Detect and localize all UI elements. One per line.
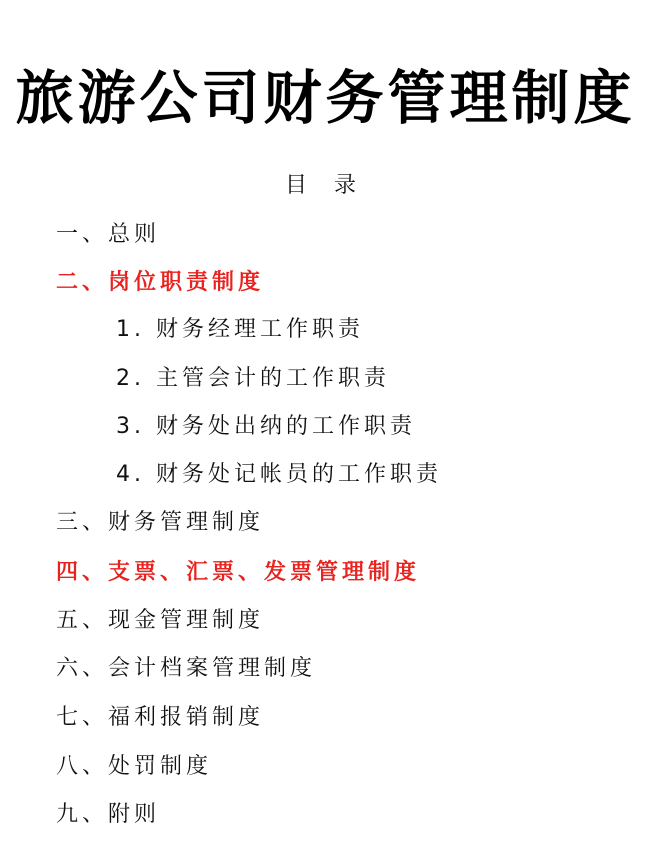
toc-item-supplementary bbox=[56, 800, 160, 830]
toc-item-accounting-archives bbox=[56, 654, 316, 684]
toc-subitem-cashier bbox=[116, 412, 416, 442]
toc-item-welfare-reimbursement bbox=[56, 703, 264, 733]
toc-item-cheque-invoice bbox=[56, 558, 420, 588]
document-title: 旅游公司财务管理制度 bbox=[15, 64, 636, 132]
toc-item-penalties bbox=[56, 752, 212, 782]
toc-item-label: 支票、汇票、发票管理制度 bbox=[108, 560, 421, 585]
toc-subitem-bookkeeper bbox=[116, 460, 442, 490]
toc-item-number: 七、 bbox=[56, 705, 109, 730]
toc-item-label: 财务处出纳的工作职责 bbox=[156, 414, 417, 439]
toc-item-general bbox=[56, 220, 160, 250]
toc-item-label: 总则 bbox=[108, 222, 161, 247]
toc-item-number: 2. bbox=[116, 366, 145, 391]
toc-item-number: 六、 bbox=[56, 656, 109, 681]
toc-item-number: 九、 bbox=[56, 802, 109, 827]
toc-item-cash-management bbox=[56, 606, 264, 636]
toc-item-label: 现金管理制度 bbox=[108, 608, 265, 633]
toc-item-label: 处罚制度 bbox=[108, 754, 213, 779]
toc-item-label: 财务经理工作职责 bbox=[156, 317, 365, 342]
toc-item-label: 财务处记帐员的工作职责 bbox=[156, 462, 443, 487]
toc-item-number: 一、 bbox=[56, 222, 109, 247]
toc-subitem-chief-accountant bbox=[116, 364, 390, 394]
toc-subitem-finance-manager bbox=[116, 315, 364, 345]
toc-item-number: 三、 bbox=[56, 510, 109, 535]
toc-item-number: 1. bbox=[116, 317, 145, 342]
toc-item-number: 3. bbox=[116, 414, 145, 439]
toc-item-number: 二、 bbox=[56, 270, 109, 295]
toc-item-number: 八、 bbox=[56, 754, 109, 779]
toc-item-job-responsibilities bbox=[56, 268, 264, 298]
toc-item-label: 岗位职责制度 bbox=[108, 270, 265, 295]
toc-item-label: 会计档案管理制度 bbox=[108, 656, 317, 681]
toc-item-label: 福利报销制度 bbox=[108, 705, 265, 730]
toc-heading: 目 录 bbox=[285, 173, 366, 198]
toc-item-label: 附则 bbox=[108, 802, 161, 827]
toc-item-number: 五、 bbox=[56, 608, 109, 633]
toc-item-number: 四、 bbox=[56, 560, 109, 585]
toc-item-financial-management bbox=[56, 508, 264, 538]
toc-item-label: 财务管理制度 bbox=[108, 510, 265, 535]
toc-item-label: 主管会计的工作职责 bbox=[156, 366, 391, 391]
toc-item-number: 4. bbox=[116, 462, 145, 487]
